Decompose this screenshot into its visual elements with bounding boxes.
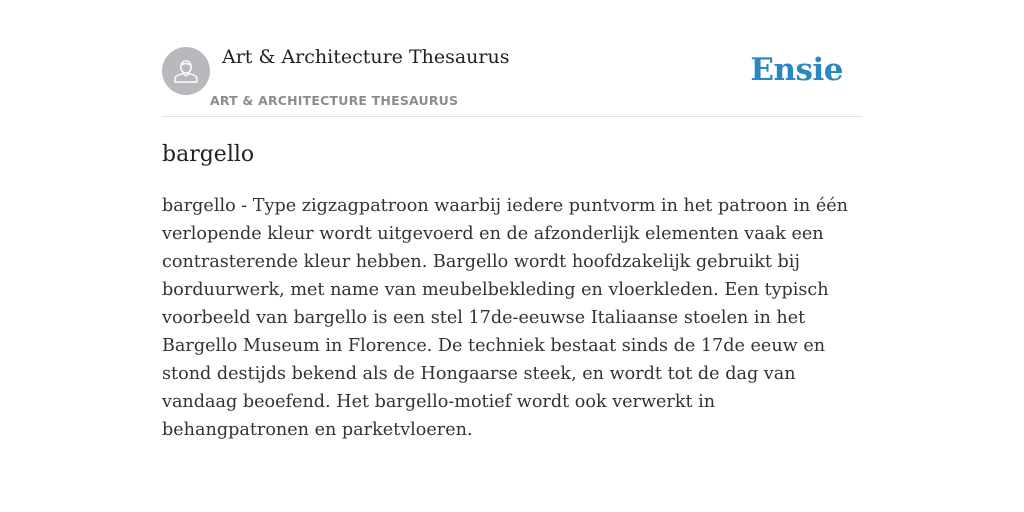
entry-definition: bargello - Type zigzagpatroon waarbij iedere puntvorm in het patroon in één verlopende kleur wordt uitgevoerd en de afzonderlijk elementen vaak een contrasterende kleur hebben. Bargello wordt hoofdzakelijk gebruikt bij borduurwerk, met name van meubelbekleding en vloerkleden. Een typisch voorbeeld van bargello is een stel 17de-eeuwse Italiaanse stoelen in het Bargello Museum in Florence. De techniek bestaat sinds de 17de eeuw en stond destijds bekend als de Hongaarse steek, en wordt tot de dag van vandaag beoefend. Het bargello-motief wordt ook verwerkt in behangpatronen en parketvloeren. <box>162 196 849 440</box>
source-subtitle: ART & ARCHITECTURE THESAURUS <box>210 93 459 108</box>
brand-logo[interactable]: Ensie <box>750 52 843 88</box>
entry-term: bargello <box>162 142 255 167</box>
source-header <box>162 46 862 117</box>
source-title[interactable]: Art & Architecture Thesaurus <box>222 46 510 68</box>
user-avatar-icon[interactable] <box>162 47 210 95</box>
